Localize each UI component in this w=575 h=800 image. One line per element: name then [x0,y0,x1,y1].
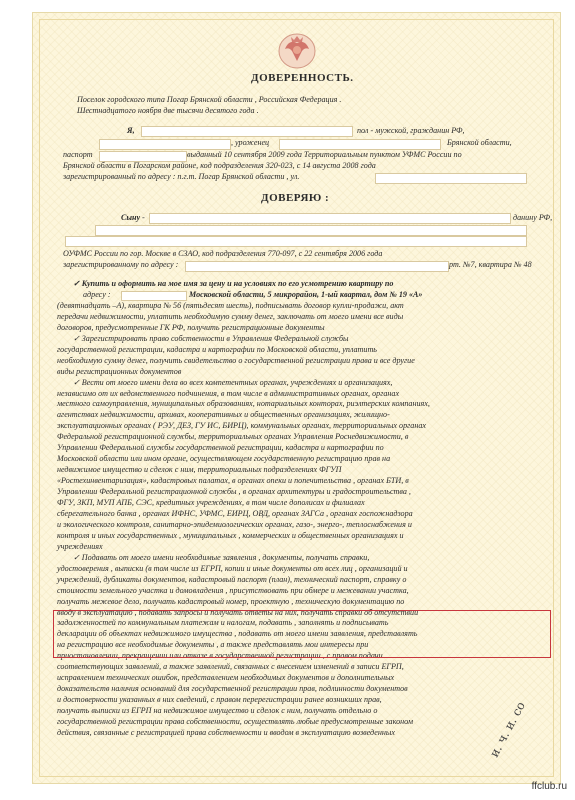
clause-line: стоимости земельного участка и домовладения , присутствовать при обмере и межевании участка, [57,585,409,595]
redaction-birthdate [99,139,231,150]
clause-line: и экологического контроля, санитарно-эпидемиологических органах, газо-, энерго-, теплоснабжения и [57,519,412,529]
redaction-son-address [185,261,449,272]
ya-label: Я, [127,126,135,135]
clause-line: необходимую сумму денег, получить свидетельство о государственной регистрации права и все другие [57,355,415,365]
clause-line: Московской области или ином органе, осуществляющем государственную регистрацию прав на [57,454,391,464]
clause-line: учреждений, дубликаты документов, кадастровый паспорт (план), технический паспорт, справку о [57,574,407,584]
passport-line-2: Брянской области в Погарском районе, код подразделения 320-023, с 14 августа 2008 года [63,161,376,170]
clause-line: ✓ Зарегистрировать право собственности в Управления Федеральной службы [73,333,349,343]
clause-line: на регистрацию все необходимые документы , а также представлять мои интересы при [57,640,369,650]
clause-line: ✓ Вести от моего имени дела во всех компетентных органах, учреждениях и организациях, [73,377,393,387]
document-title: ДОВЕРЕННОСТЬ. [251,72,354,84]
clause-line: Федеральной регистрационной службы, территориальных органах Управления Роснедвижимости, в [57,432,409,442]
clause-line: учреждениях [57,541,103,551]
clause-line: ✓ Купить и оформить на мое имя за цену и на условиях по его усмотрению квартиру по [73,279,394,288]
clause-line: декларации об объектах недвижимого имущества , подавать от моего имени заявления, представлять [57,629,418,639]
clause-line: задолженностей по коммунальным платежам и налогам, подавать , заполнять и подписывать [57,618,389,628]
son-registered: зарегистрированному по адресу : [63,260,179,269]
clause-line: местного самоуправления, муниципальных образованиях, нотариальных конторах, риэлтерских компаниях, [57,399,430,409]
gender-text: пол - мужской, гражданин РФ, [357,126,465,135]
clause-line: Московской области, 5 микрорайон, 1-ый квартал, дом № 19 «А» [189,289,423,299]
entrust-heading: ДОВЕРЯЮ : [261,192,330,204]
document-sheet [32,12,561,784]
redaction-city [121,291,187,301]
passport-label: паспорт [63,150,93,159]
redaction-son-name [149,213,511,224]
redaction-name [141,126,353,137]
clause-line: адресу : [83,289,111,299]
citizen-text: данину РФ, [513,213,553,222]
clause-line: эксплуатационных органах ( РЭУ, ДЕЗ, ГУ ИС, БИРЦ), коммунальных органах, территориальных органах [57,421,426,431]
clause-line: получать выписки из ЕГРП на недвижимое имущество и сделок с ним, получать отдельно о [57,706,378,716]
son-label: Сыну - [121,213,145,222]
clause-line: контроля и иных государственных , муниципальных , коммерческих и общественных организациях и [57,530,404,540]
born-text: , уроженец [231,138,270,147]
redaction-birthplace [279,139,441,150]
clause-line: Управлении Федеральной регистрационной службы , в органах архитектуры и градостроительства , [57,487,411,497]
emblem-icon [275,31,319,71]
clause-line: передачи недвижимости, уплатить необходимую сумму денег, заключать от моего имени все виды [57,311,404,321]
redaction-son-passport [95,225,527,236]
clause-line: приостановлении, прекращении или отказе в государственной регистрации , с правом подачи [57,651,383,661]
clause-line: ФГУ, ЗКП, МУП АПБ, СЭС, кредитных учреждениях, в том числе дополисах и филиалах [57,498,365,507]
clause-line: ✓ Подавать от моего имени необходимые заявления , документы, получать справки, [73,552,370,562]
clause-line: удостоверения , выписки (в том числе из ЕГРП, копии и иные документы от всех лиц , организаций и [57,563,408,573]
handwritten-note: и. ч. и. со [487,699,528,760]
son-apartment: рт. №7, квартира № 48 [449,260,532,269]
clause-line: «Ростехинвентаризация», кадастровых палатах, в органах опеки и попечительства , органах БТИ, в [57,476,409,486]
highlight-box [53,607,551,658]
born-region: Брянской области, [447,138,512,147]
clause-line: и достоверности указанных в них сведений, с правом перерегистрации ранее возникших прав, [57,695,382,705]
place-line-1: Поселок городского типа Погар Брянской области , Российская Федерация . [77,95,342,104]
clause-line: Управлении Федеральной службы государственной регистрации, кадастра и картографии по [57,443,384,453]
clause-line: вводу в эксплуатацию , подавать запросы и получать ответы на них, получать справки об отсутствии [57,607,419,617]
clause-line: соответствующих заявлений, а также заявлений, связанных с внесением изменений в записи ЕГРП, [57,662,404,672]
clause-line: договоров, предусмотренные ГК РФ, получить регистрационные документы [57,322,325,332]
clause-line: действия, связанные с регистрацией права собственности и вводом в эксплуатацию возведенных [57,727,395,737]
clause-line: государственной регистрации, кадастра и картографии по Московской области, уплатить [57,344,377,354]
registered-text: зарегистрированный по адресу : п.г.т. Погар Брянской области , ул. [63,172,300,181]
clause-line: получать межевое дело, получать кадастровый номер, проектную , техническую документацию по [57,596,405,606]
place-line-2: Шестнадцатого ноября две тысячи десятого года . [77,106,259,115]
passport-issued: выданный 10 сентября 2009 года Территориальным пунктом УФМС России по [187,150,462,159]
clause-line: доказательств наличия оснований для государственной регистрации прав, подлинности документов [57,684,408,694]
son-ufms: ОУФМС России по гор. Москве в СЗАО, код подразделения 770-097, с 22 сентября 2006 года [63,249,383,258]
clause-line: государственной регистрации права собственности, осуществлять любые предусмотренные законом [57,717,414,726]
clause-line: агентствах недвижимости, архивах, кооперативных и общественных организациях, жилищно- [57,410,390,420]
redaction-son-issued [65,236,527,247]
clause-line: независимо от их ведомственного подчинения, в том числе в административных органах, органах [57,388,400,398]
clause-line: (девятнадцать –А), квартира № 56 (пятьдесят шесть), подписывать договор купли-продажи, акт [57,300,404,310]
clause-line: недвижимое имущество и сделок с ним, территориальных подразделениях ФГУП [57,465,342,475]
redaction-street [375,173,527,184]
site-watermark: ffclub.ru [531,781,567,792]
clause-line: виды регистрационных документов [57,366,182,376]
clause-line: сберегательного банка , органах ИФНС, УФМС, ЕИРЦ, ОВД, органах ЗАГСа , органах госпожнадзора [57,508,413,518]
clause-line: исправлением технических ошибок, представлением необходимых документов и дополнительных [57,673,395,683]
